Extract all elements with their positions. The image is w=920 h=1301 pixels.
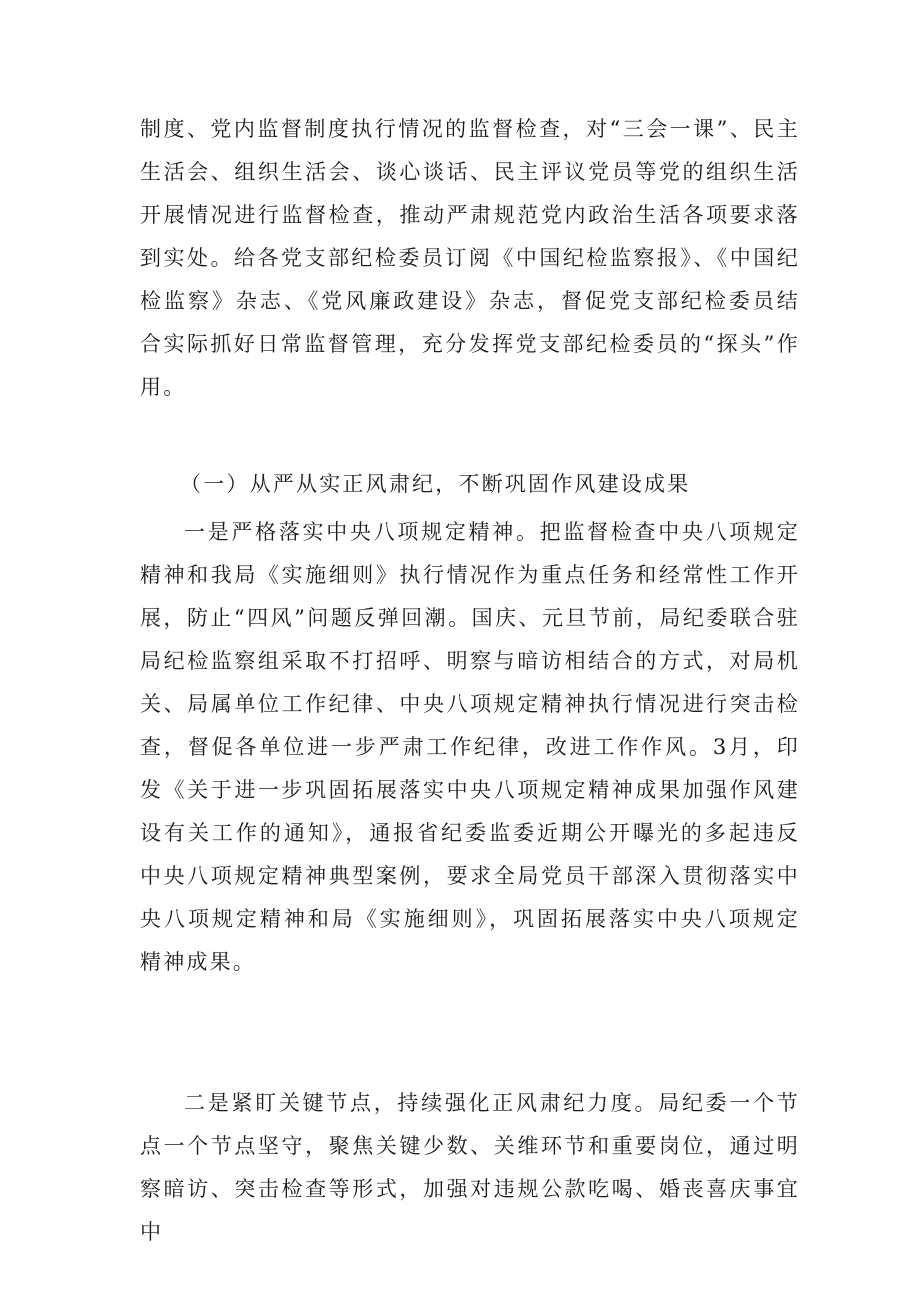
paragraph-one: 一是严格落实中央八项规定精神。把监督检查中央八项规定精神和我局《实施细则》执行情况作为重点任务和经常性工作开展，防止“四风”问题反弹回潮。国庆、元旦节前，局纪委联合驻局纪检监察组采取不打招呼、明察与暗访相结合的方式，对局机关、局属单位工作纪律、中央八项规定精神执行情况进行突击检查，督促各单位进一步严肃工作纪律，改进工作作风。3月，印发《关于进一步巩固拓展落实中央八项规定精神成果加强作风建设有关工作的通知》，通报省纪委监委近期公开曝光的多起违反中央八项规定精神典型案例，要求全局党员干部深入贯彻落实中央八项规定精神和局《实施细则》，巩固拓展落实中央八项规定精神成果。 xyxy=(140,520,800,974)
paragraph-continued: 制度、党内监督制度执行情况的监督检查，对“三会一课”、民主生活会、组织生活会、谈心谈话、民主评议党员等党的组织生活开展情况进行监督检查，推动严肃规范党内政治生活各项要求落到实处。给各党支部纪检委员订阅《中国纪检监察报》、《中国纪检监察》杂志、《党风廉政建设》杂志，督促党支部纪检委员结合实际抓好日常监督管理，充分发挥党支部纪检委员的“探头”作用。 xyxy=(140,117,800,399)
paragraph-two: 二是紧盯关键节点，持续强化正风肃纪力度。局纪委一个节点一个节点坚守，聚焦关键少数、关维环节和重要岗位，通过明察暗访、突击检查等形式，加强对违规公款吃喝、婚丧喜庆事宜中 xyxy=(140,1091,800,1244)
section-heading: （一）从严从实正风肃纪，不断巩固作风建设成果 xyxy=(180,472,691,496)
